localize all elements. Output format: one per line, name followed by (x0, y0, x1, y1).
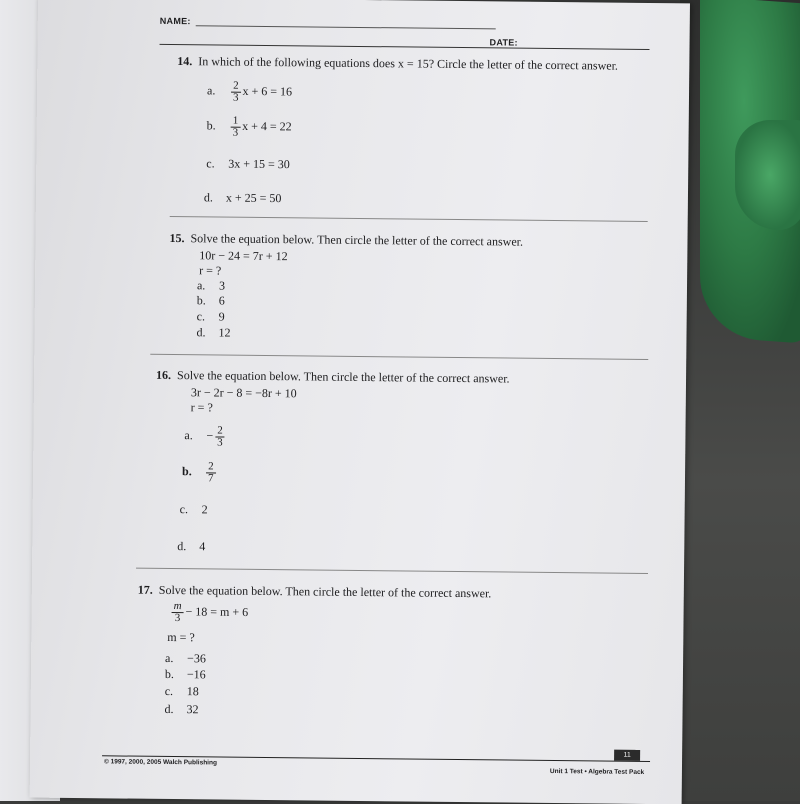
question-15-option-c[interactable]: c. 9 (196, 309, 225, 324)
worksheet-page (30, 0, 690, 804)
fraction: $\frac{2}{3}$ (217, 424, 223, 449)
copyright: © 1997, 2000, 2005 Walch Publishing (103, 758, 217, 767)
question-17-option-b[interactable]: b. −16 (164, 666, 206, 682)
question-15-unknown: r = ? (199, 263, 222, 278)
divider (150, 354, 648, 360)
fraction: $\frac{2}{7}$ (207, 460, 214, 485)
question-16-option-a[interactable]: a. − $\frac{2}{3}$ (184, 424, 223, 449)
question-14-option-c[interactable]: c. 3x + 15 = 30 (206, 156, 290, 172)
header-rule (160, 44, 650, 50)
date-label: DATE: (489, 37, 518, 48)
book-title: Unit 1 Test • Algebra Test Pack (549, 767, 645, 776)
question-15-option-b[interactable]: b. 6 (196, 293, 225, 308)
question-14-number: 14. (177, 54, 193, 69)
question-17-prompt: 17. Solve the equation below. Then circle the letter of the correct answer. (137, 582, 492, 601)
question-16-unknown: r = ? (190, 400, 213, 415)
question-14-prompt: 14. In which of the following equations does x = 15? Circle the letter of the correct answer. (177, 54, 619, 73)
question-14-option-b[interactable]: b. $\frac{1}{3}$ x + 4 = 22 (206, 114, 292, 139)
question-17-equation: $\frac{m}{3}$ − 18 = m + 6 (169, 601, 248, 625)
question-17-unknown: m = ? (167, 629, 195, 645)
green-cloth-fold (735, 120, 800, 230)
question-15-prompt: 15. Solve the equation below. Then circle the letter of the correct answer. (169, 230, 524, 249)
divider (136, 568, 648, 574)
question-15-number: 15. (169, 230, 185, 246)
name-line (196, 25, 496, 29)
question-14-option-a[interactable]: a. $\frac{2}{3}$ x + 6 = 16 (206, 79, 293, 104)
question-16-option-c[interactable]: c. 2 (179, 502, 208, 517)
fraction: $\frac{m}{3}$ (171, 601, 183, 624)
question-16-option-b[interactable]: b. $\frac{2}{7}$ (181, 460, 214, 485)
question-16-prompt: 16. Solve the equation below. Then circle the letter of the correct answer. (155, 367, 510, 386)
question-17-option-a[interactable]: a. −36 (165, 650, 206, 666)
question-15-option-a[interactable]: a. 3 (196, 278, 226, 293)
question-17-option-c[interactable]: c. 18 (164, 683, 199, 699)
question-16-number: 16. (155, 367, 172, 382)
question-15-option-d[interactable]: d. 12 (196, 325, 231, 340)
question-17-number: 17. (137, 582, 153, 597)
page-number: 11 (614, 750, 640, 761)
name-label: NAME: (159, 15, 191, 27)
question-15-equation: 10r − 24 = 7r + 12 (199, 248, 288, 264)
question-17-option-d[interactable]: d. 32 (164, 701, 199, 717)
question-16-option-d[interactable]: d. 4 (177, 539, 206, 554)
question-16-equation: 3r − 2r − 8 = −8r + 10 (190, 385, 297, 401)
question-14-option-d[interactable]: d. x + 25 = 50 (203, 190, 282, 206)
divider (170, 216, 648, 222)
fraction: $\frac{2}{3}$ (232, 79, 239, 104)
fraction: $\frac{1}{3}$ (232, 114, 239, 139)
